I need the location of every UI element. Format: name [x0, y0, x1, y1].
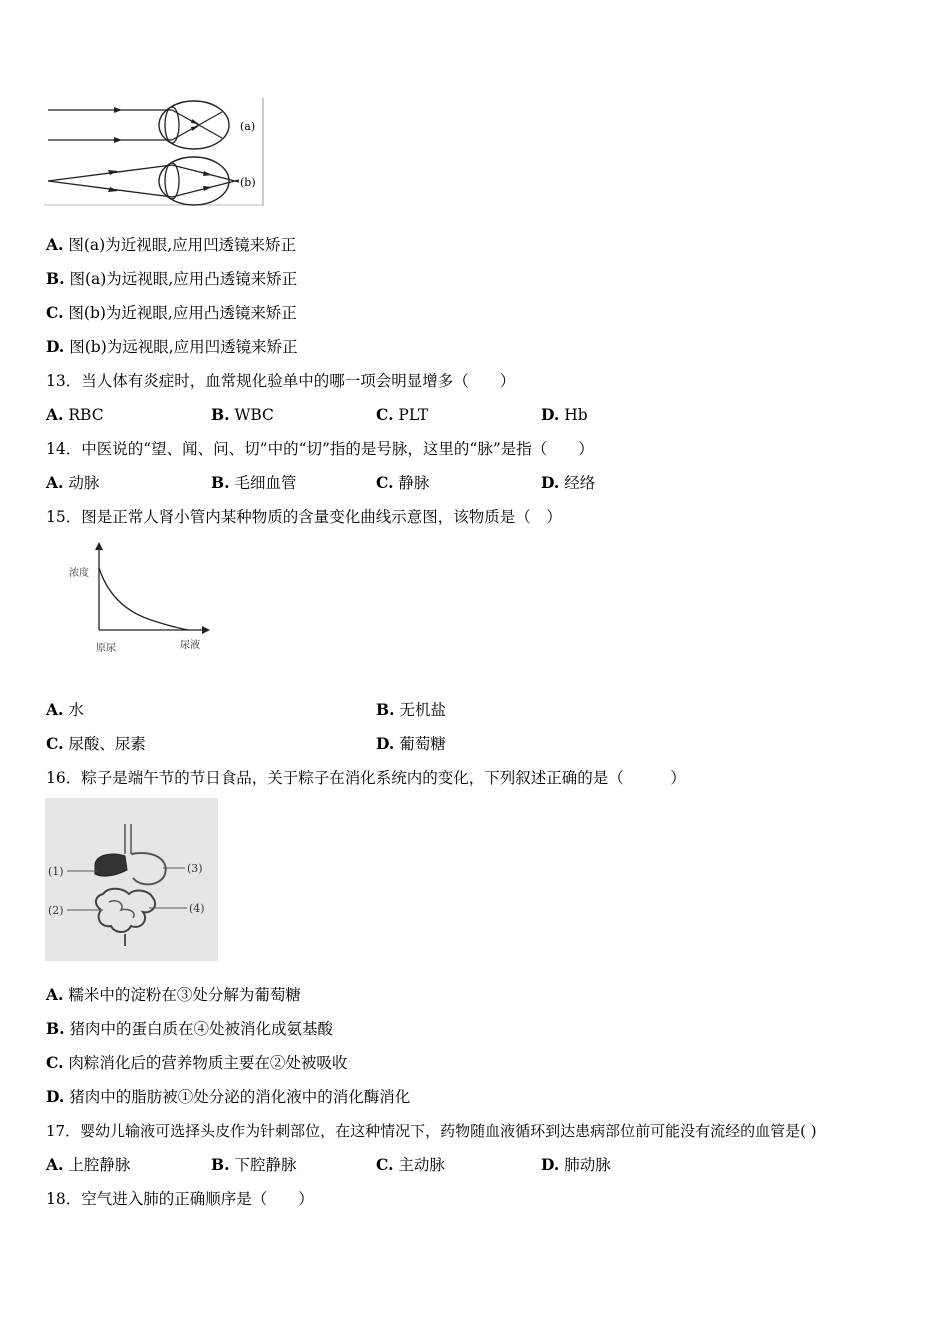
q14-option-a: A. 动脉: [46, 473, 100, 492]
concentration-curve: [99, 568, 188, 630]
q16-stem: 16．粽子是端午节的节日食品，关于粽子在消化系统内的变化，下列叙述正确的是（ ）: [46, 769, 686, 787]
q16-option-c: C. 肉粽消化后的营养物质主要在②处被吸收: [46, 1053, 348, 1072]
q14-stem: 14．中医说的“望、闻、问、切”中的“切”指的是号脉，这里的“脉”是指（ ）: [46, 440, 594, 458]
q16-option-d: D. 猪肉中的脂肪被①处分泌的消化液中的消化酶消化: [46, 1087, 411, 1106]
concentration-curve-figure: [66, 540, 216, 658]
q16-option-b: B. 猪肉中的蛋白质在④处被消化成氨基酸: [46, 1019, 333, 1038]
q12-option-c: C. 图(b)为近视眼,应用凸透镜来矫正: [46, 303, 297, 322]
q14-option-d: D. 经络: [541, 473, 596, 492]
digestive-label-3: (3): [187, 862, 203, 875]
y-axis-label: 浓度: [69, 568, 89, 579]
q13-option-b: B. WBC: [211, 405, 274, 424]
q12-option-a: A. 图(a)为近视眼,应用凹透镜来矫正: [46, 235, 297, 254]
q13-option-a: A. RBC: [46, 405, 104, 424]
q13-option-c: C. PLT: [376, 405, 429, 424]
q17-option-b: B. 下腔静脉: [211, 1155, 297, 1174]
q16-option-a: A. 糯米中的淀粉在③处分解为葡萄糖: [46, 985, 301, 1004]
x-end-label: 尿液: [180, 640, 200, 651]
digestive-label-4: (4): [189, 902, 205, 915]
eye-b-label: (b): [240, 176, 256, 189]
digestive-label-2: (2): [48, 904, 64, 917]
q12-option-b: B. 图(a)为远视眼,应用凸透镜来矫正: [46, 269, 298, 288]
q14-option-c: C. 静脉: [376, 473, 430, 492]
x-start-label: 原尿: [96, 643, 116, 654]
q15-option-b: B. 无机盐: [376, 700, 446, 719]
q14-option-b: B. 毛细血管: [211, 473, 297, 492]
q17-stem: 17．婴幼儿输液可选择头皮作为针刺部位，在这种情况下，药物随血液循环到达患病部位前可能没有流经的血管是( ): [46, 1122, 817, 1140]
q15-stem: 15．图是正常人肾小管内某种物质的含量变化曲线示意图，该物质是（ ）: [46, 508, 562, 526]
q17-option-c: C. 主动脉: [376, 1155, 445, 1174]
digestive-system-figure: [45, 798, 218, 961]
q15-option-c: C. 尿酸、尿素: [46, 734, 146, 753]
q17-option-d: D. 肺动脉: [541, 1155, 611, 1174]
q17-option-a: A. 上腔静脉: [46, 1155, 131, 1174]
q15-option-d: D. 葡萄糖: [376, 734, 446, 753]
eye-diagram-figure: [44, 98, 266, 206]
q12-option-d: D. 图(b)为远视眼,应用凹透镜来矫正: [46, 337, 298, 356]
q13-stem: 13．当人体有炎症时，血常规化验单中的哪一项会明显增多（ ）: [46, 372, 516, 390]
eye-a-label: (a): [240, 120, 256, 133]
q13-option-d: D. Hb: [541, 405, 588, 424]
q18-stem: 18．空气进入肺的正确顺序是（ ）: [46, 1190, 314, 1208]
q15-option-a: A. 水: [46, 700, 84, 719]
digestive-label-1: (1): [48, 865, 64, 878]
